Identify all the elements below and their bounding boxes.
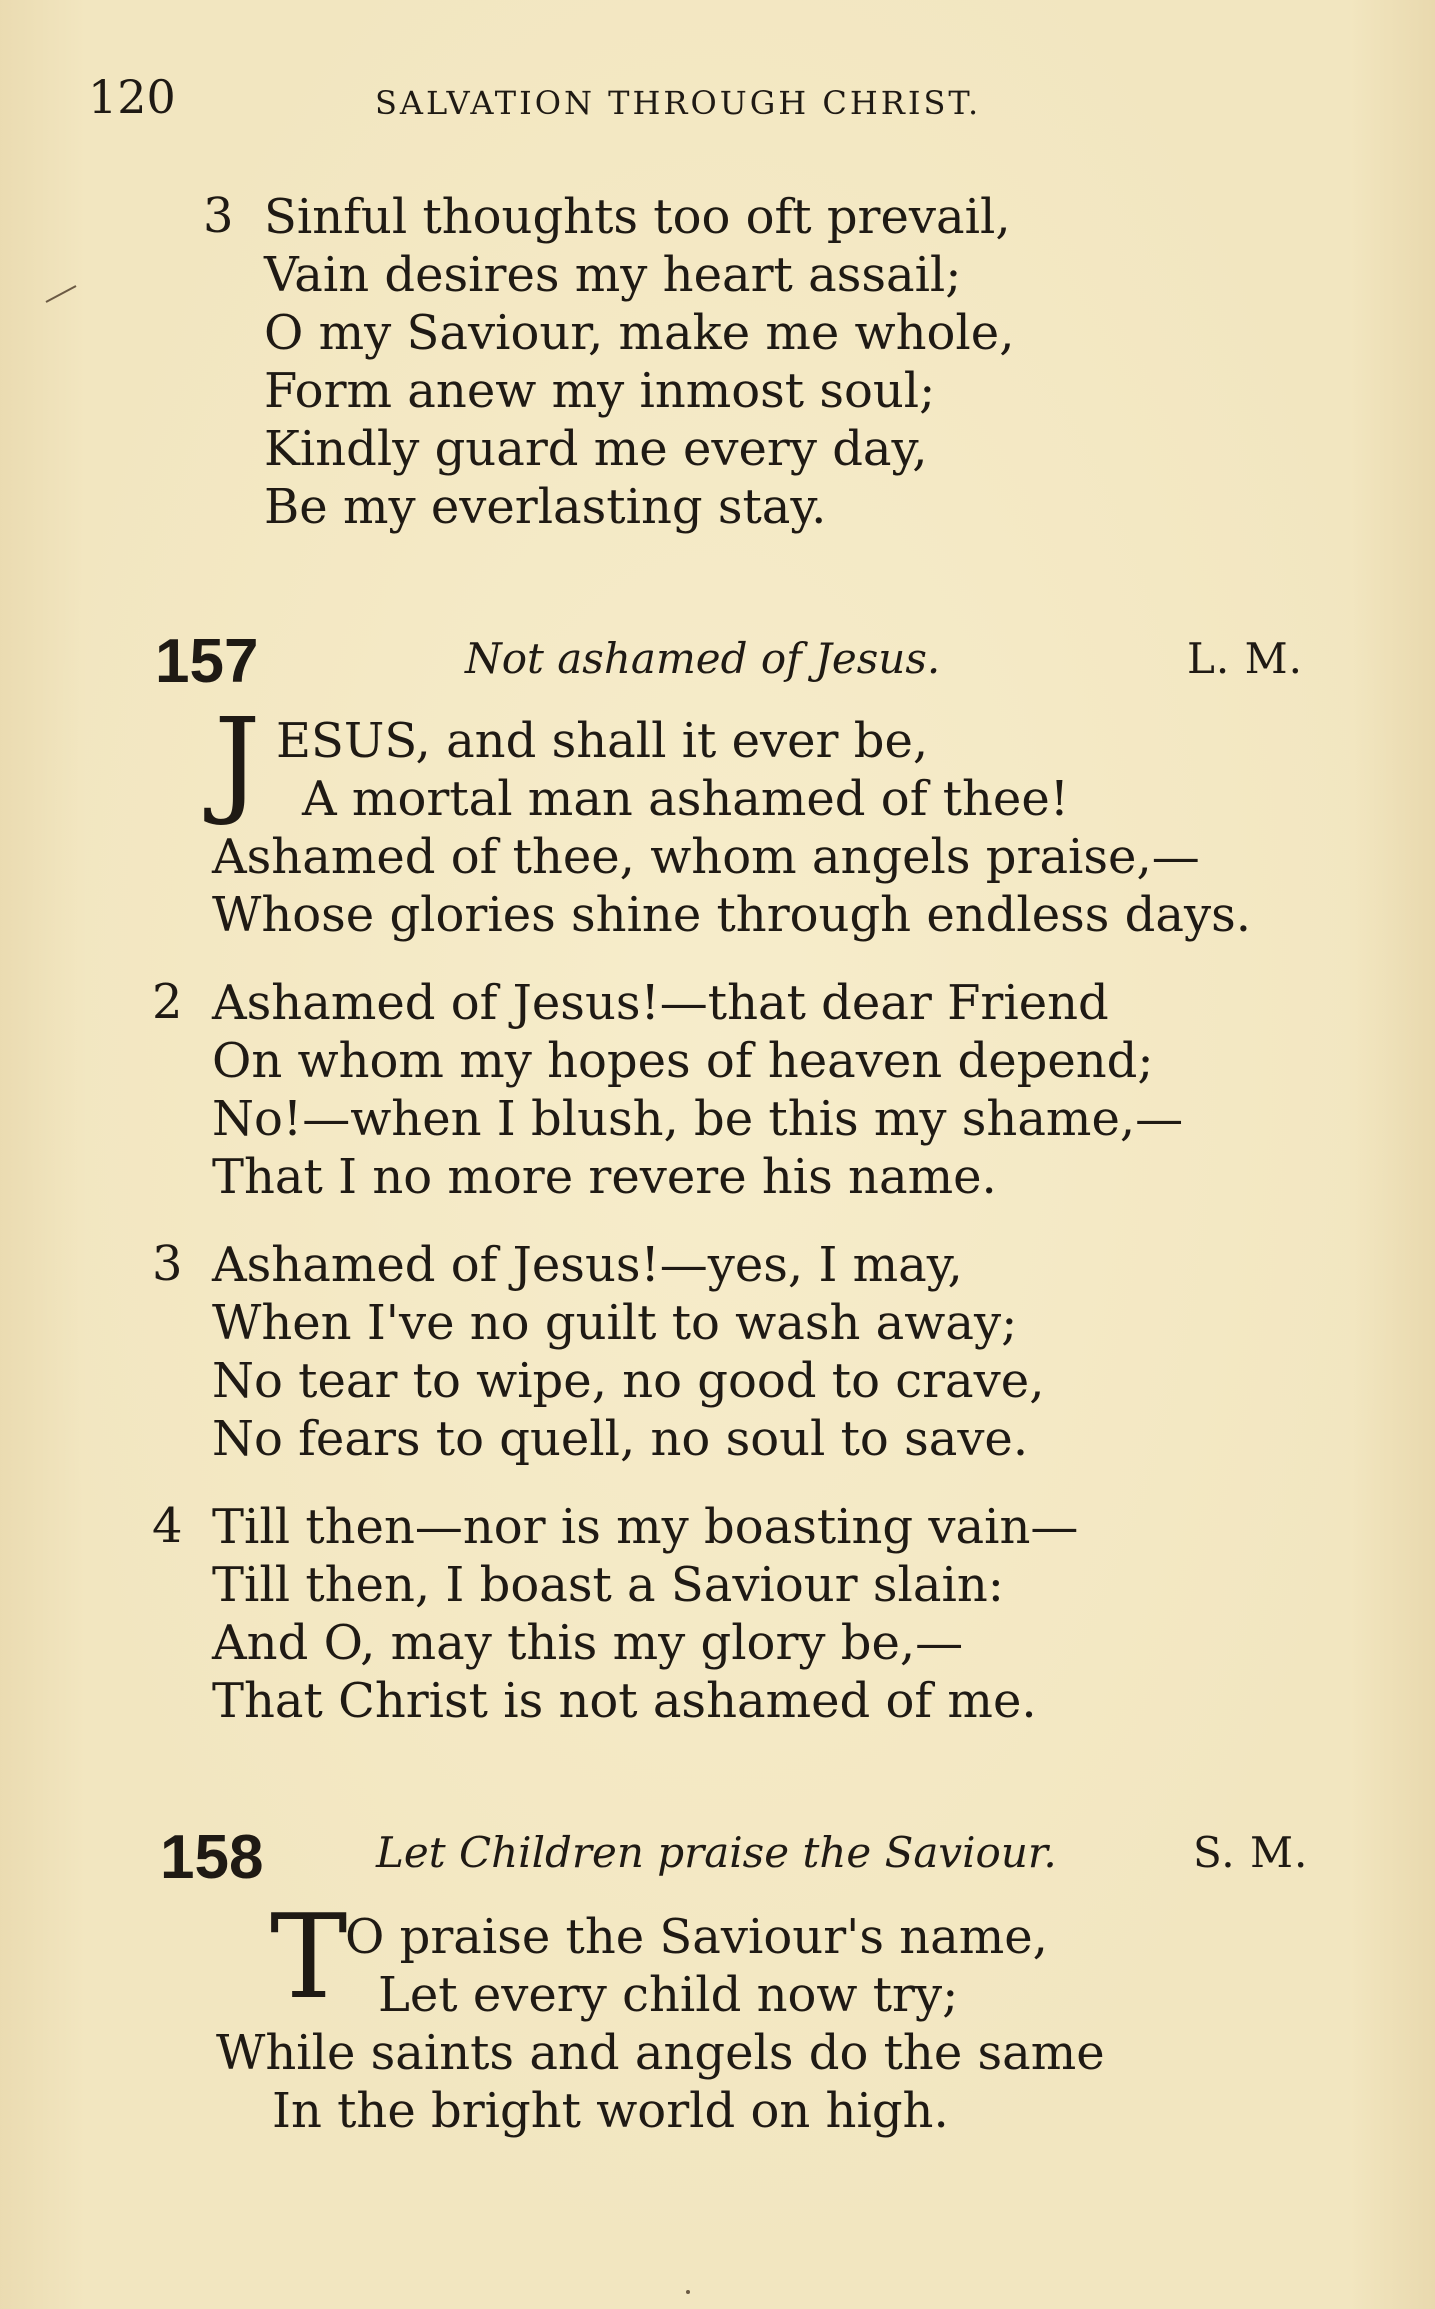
verse-line: Be my everlasting stay. <box>264 479 827 535</box>
verse-line: Sinful thoughts too oft prevail, <box>264 189 1011 245</box>
verse-line: No!—when I blush, be this my shame,— <box>212 1091 1184 1147</box>
verse-number: 2 <box>152 974 183 1030</box>
verse-line: Till then, I boast a Saviour slain: <box>212 1557 1004 1613</box>
verse-line: Ashamed of thee, whom angels praise,— <box>212 829 1200 885</box>
page-number: 120 <box>88 70 176 124</box>
verse-line: O praise the Saviour's name, <box>345 1909 1048 1965</box>
verse-line: ESUS, and shall it ever be, <box>276 713 929 769</box>
verse-number: 3 <box>152 1236 183 1292</box>
verse-line: That Christ is not ashamed of me. <box>212 1673 1037 1729</box>
verse-line: While saints and angels do the same <box>216 2025 1105 2081</box>
ink-speck <box>686 2290 690 2294</box>
verse-number: 3 <box>203 188 234 244</box>
verse-line: When I've no guilt to wash away; <box>212 1295 1018 1351</box>
verse-line: Ashamed of Jesus!—that dear Friend <box>212 975 1109 1031</box>
verse-line: Till then—nor is my boasting vain— <box>212 1499 1079 1555</box>
verse-line: Whose glories shine through endless days. <box>212 887 1252 943</box>
verse-line: A mortal man ashamed of thee! <box>302 771 1070 827</box>
hymn-meter: S. M. <box>1193 1828 1309 1877</box>
verse-number: 4 <box>152 1498 183 1554</box>
verse-line: Form anew my inmost soul; <box>264 363 936 419</box>
verse-line: No tear to wipe, no good to crave, <box>212 1353 1045 1409</box>
verse-line: In the bright world on high. <box>272 2083 949 2139</box>
verse-line: Let every child now try; <box>378 1967 959 2023</box>
drop-cap: J <box>214 694 261 829</box>
ink-mark <box>44 282 78 306</box>
verse-line: Ashamed of Jesus!—yes, I may, <box>212 1237 963 1293</box>
drop-cap: T <box>270 1890 348 2025</box>
hymn-number: 158 <box>160 1823 264 1892</box>
hymn-title: Let Children praise the Saviour. <box>376 1828 1057 1877</box>
verse-line: And O, may this my glory be,— <box>212 1615 964 1671</box>
verse-line: O my Saviour, make me whole, <box>264 305 1015 361</box>
verse-line: On whom my hopes of heaven depend; <box>212 1033 1154 1089</box>
hymn-title: Not ashamed of Jesus. <box>465 634 941 683</box>
verse-line: No fears to quell, no soul to save. <box>212 1411 1029 1467</box>
hymn-meter: L. M. <box>1187 634 1303 683</box>
verse-line: Vain desires my heart assail; <box>264 247 962 303</box>
verse-line: Kindly guard me every day, <box>264 421 928 477</box>
running-title: SALVATION THROUGH CHRIST. <box>375 84 982 122</box>
hymn-number: 157 <box>155 627 259 696</box>
verse-line: That I no more revere his name. <box>212 1149 997 1205</box>
